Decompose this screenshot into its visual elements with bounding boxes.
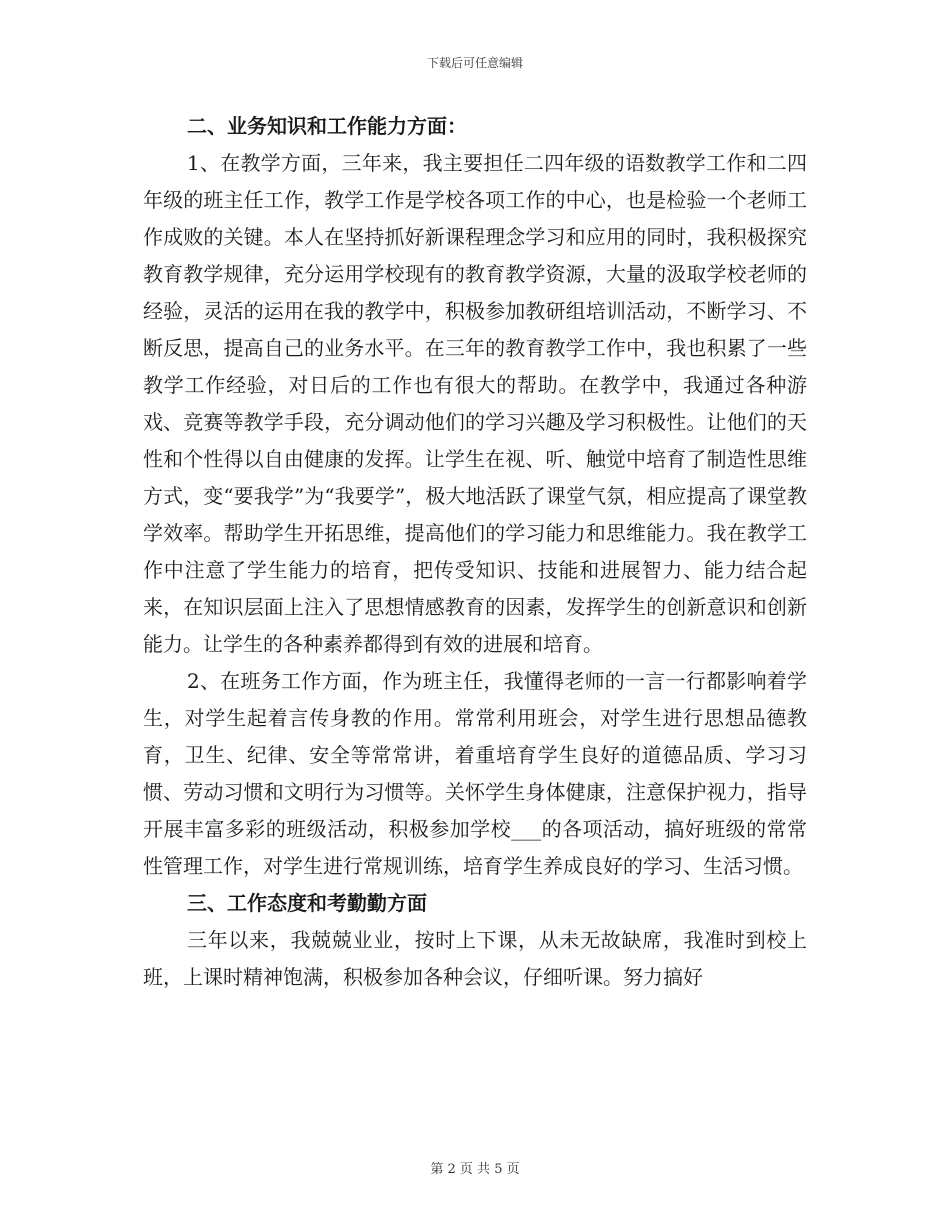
paragraph-class-affairs: 2、在班务工作方面，作为班主任，我懂得老师的一言一行都影响着学生，对学生起着言传身教的作用。常常利用班会，对学生进行思想品德教育，卫生、纪律、安全等常常讲，着重培育学生良好的道德品质、学习习惯、劳动习惯和文明行为习惯等。关怀学生身体健康，注意保护视力，指导开展丰富多彩的班级活动，积极参加学校___的各项活动，搞好班级的常常性管理工作，对学生进行常规训练，培育学生养成良好的学习、生活习惯。	[143, 669, 807, 878]
section-heading-work-attitude: 三、工作态度和考勤勤方面	[187, 891, 427, 915]
document-body	[143, 108, 807, 996]
page-number-footer: 第 2 页 共 5 页	[430, 1162, 520, 1177]
paragraph-teaching: 1、在教学方面，三年来，我主要担任二四年级的语数教学工作和二四年级的班主任工作，教学工作是学校各项工作的中心，也是检验一个老师工作成败的关键。本人在坚持抓好新课程理念学习和应用的同时，我积极探究教育教学规律，充分运用学校现有的教育教学资源，大量的汲取学校老师的经验，灵活的运用在我的教学中，积极参加教研组培训活动，不断学习、不断反思，提高自己的业务水平。在三年的教育教学工作中，我也积累了一些教学工作经验，对日后的工作也有很大的帮助。在教学中，我通过各种游戏、竞赛等教学手段，充分调动他们的学习兴趣及学习积极性。让他们的天性和个性得以自由健康的发挥。让学生在视、听、触觉中培育了制造性思维方式，变“要我学”为“我要学”，极大地活跃了课堂气氛，相应提高了课堂教学效率。帮助学生开拓思维，提高他们的学习能力和思维能力。我在教学工作中注意了学生能力的培育，把传受知识、技能和进展智力、能力结合起来，在知识层面上注入了思想情感教育的因素，发挥学生的创新意识和创新能力。让学生的各种素养都得到有效的进展和培育。	[143, 151, 807, 656]
section-heading-business-knowledge: 二、业务知识和工作能力方面：	[187, 114, 467, 138]
paragraph-attendance: 三年以来，我兢兢业业，按时上下课，从未无故缺席，我准时到校上班，上课时精神饱满，积极参加各种会议，仔细听课。努力搞好	[143, 928, 807, 989]
page-header-note: 下载后可任意编辑	[426, 56, 523, 70]
